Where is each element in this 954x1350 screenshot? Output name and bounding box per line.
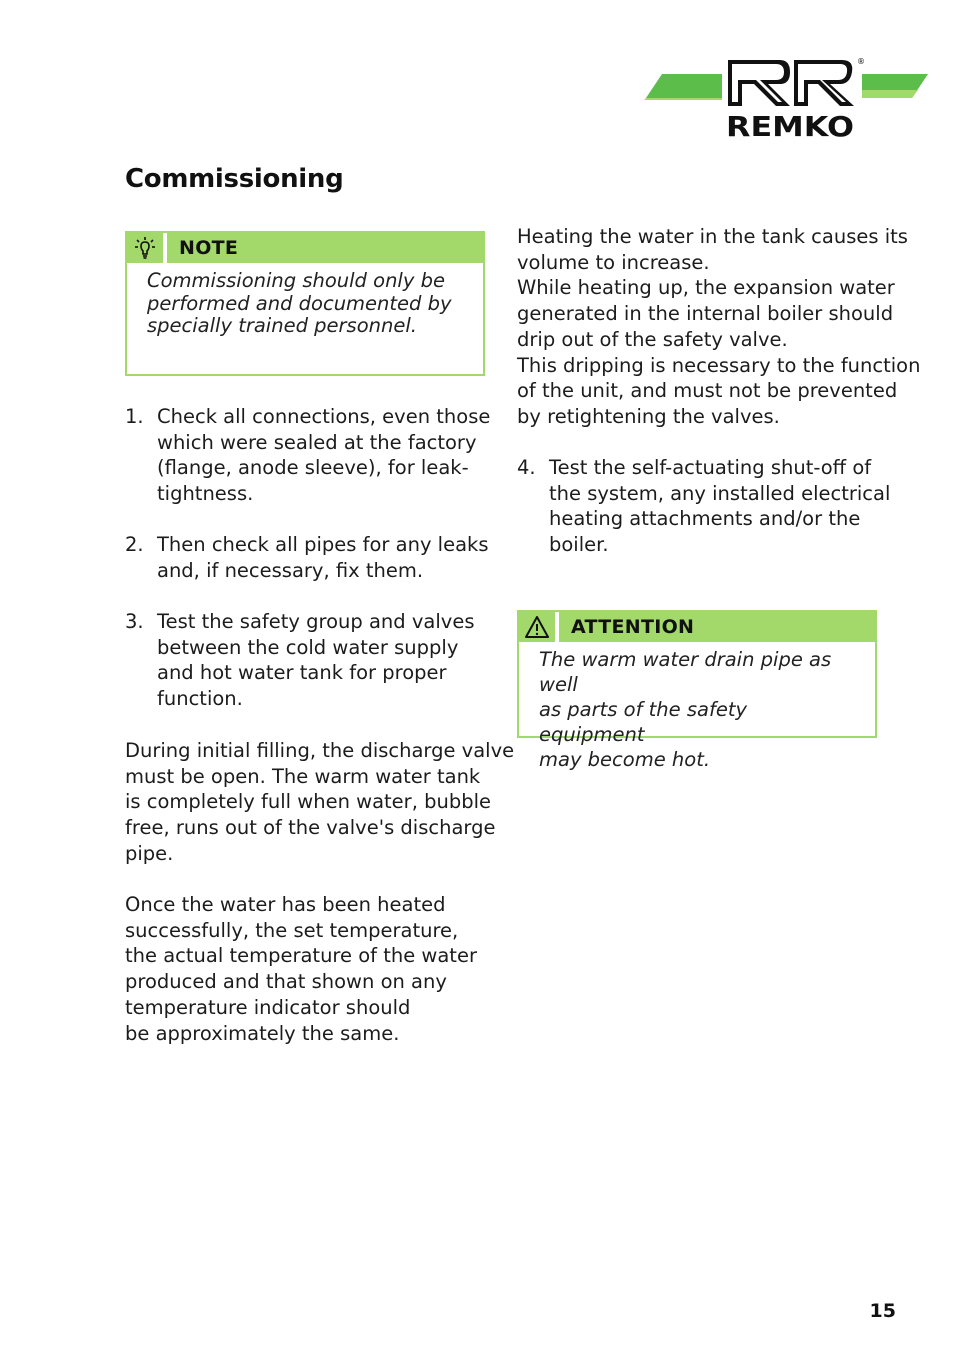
attention-header bbox=[519, 612, 875, 642]
list-item-3: 3. Test the safety group and valves between the cold water supply and hot water tank for proper function. bbox=[125, 610, 475, 711]
attention-box bbox=[517, 610, 877, 771]
note-text: Commissioning should only be performed and documented by specially trained personnel. bbox=[147, 269, 452, 337]
note-header bbox=[127, 233, 483, 263]
filling-paragraph: During initial filling, the discharge valve must be open. The warm water tank is completely full when water, bubble free, runs out of the valve's discharge pipe. bbox=[125, 739, 515, 865]
lightbulb-icon bbox=[127, 233, 167, 263]
note-box bbox=[125, 231, 485, 376]
heated-paragraph: Once the water has been heated successfully, the set temperature, the actual temperature of the water produced and that shown on any temperature indicator should be approximately the same. bbox=[125, 893, 477, 1045]
page-title: Commissioning bbox=[125, 164, 344, 194]
warning-triangle-icon bbox=[519, 612, 559, 642]
page-number: 15 bbox=[869, 1300, 896, 1322]
registered-mark: ® bbox=[857, 57, 865, 66]
list-item-4: 4. Test the self-actuating shut-off of the system, any installed electrical heating attachments and/or the boiler. bbox=[517, 456, 891, 557]
heating-paragraph: Heating the water in the tank causes its volume to increase. While heating up, the expansion water generated in the internal boiler should drip out of the safety valve. This dripping is necessary to the function of the unit, and must not be prevented by retightening the valves. bbox=[517, 225, 921, 428]
attention-text: The warm water drain pipe as well as parts of the safety equipment may become hot. bbox=[539, 648, 832, 771]
attention-label: ATTENTION bbox=[559, 612, 875, 642]
remko-logo bbox=[644, 54, 930, 144]
list-item-2: 2. Then check all pipes for any leaks and, if necessary, fix them. bbox=[125, 533, 489, 582]
note-label: NOTE bbox=[167, 233, 483, 263]
list-item-1: 1. Check all connections, even those which were sealed at the factory (flange, anode sleeve), for leak- tightness. bbox=[125, 405, 491, 506]
brand-name: REMKO bbox=[726, 110, 854, 143]
